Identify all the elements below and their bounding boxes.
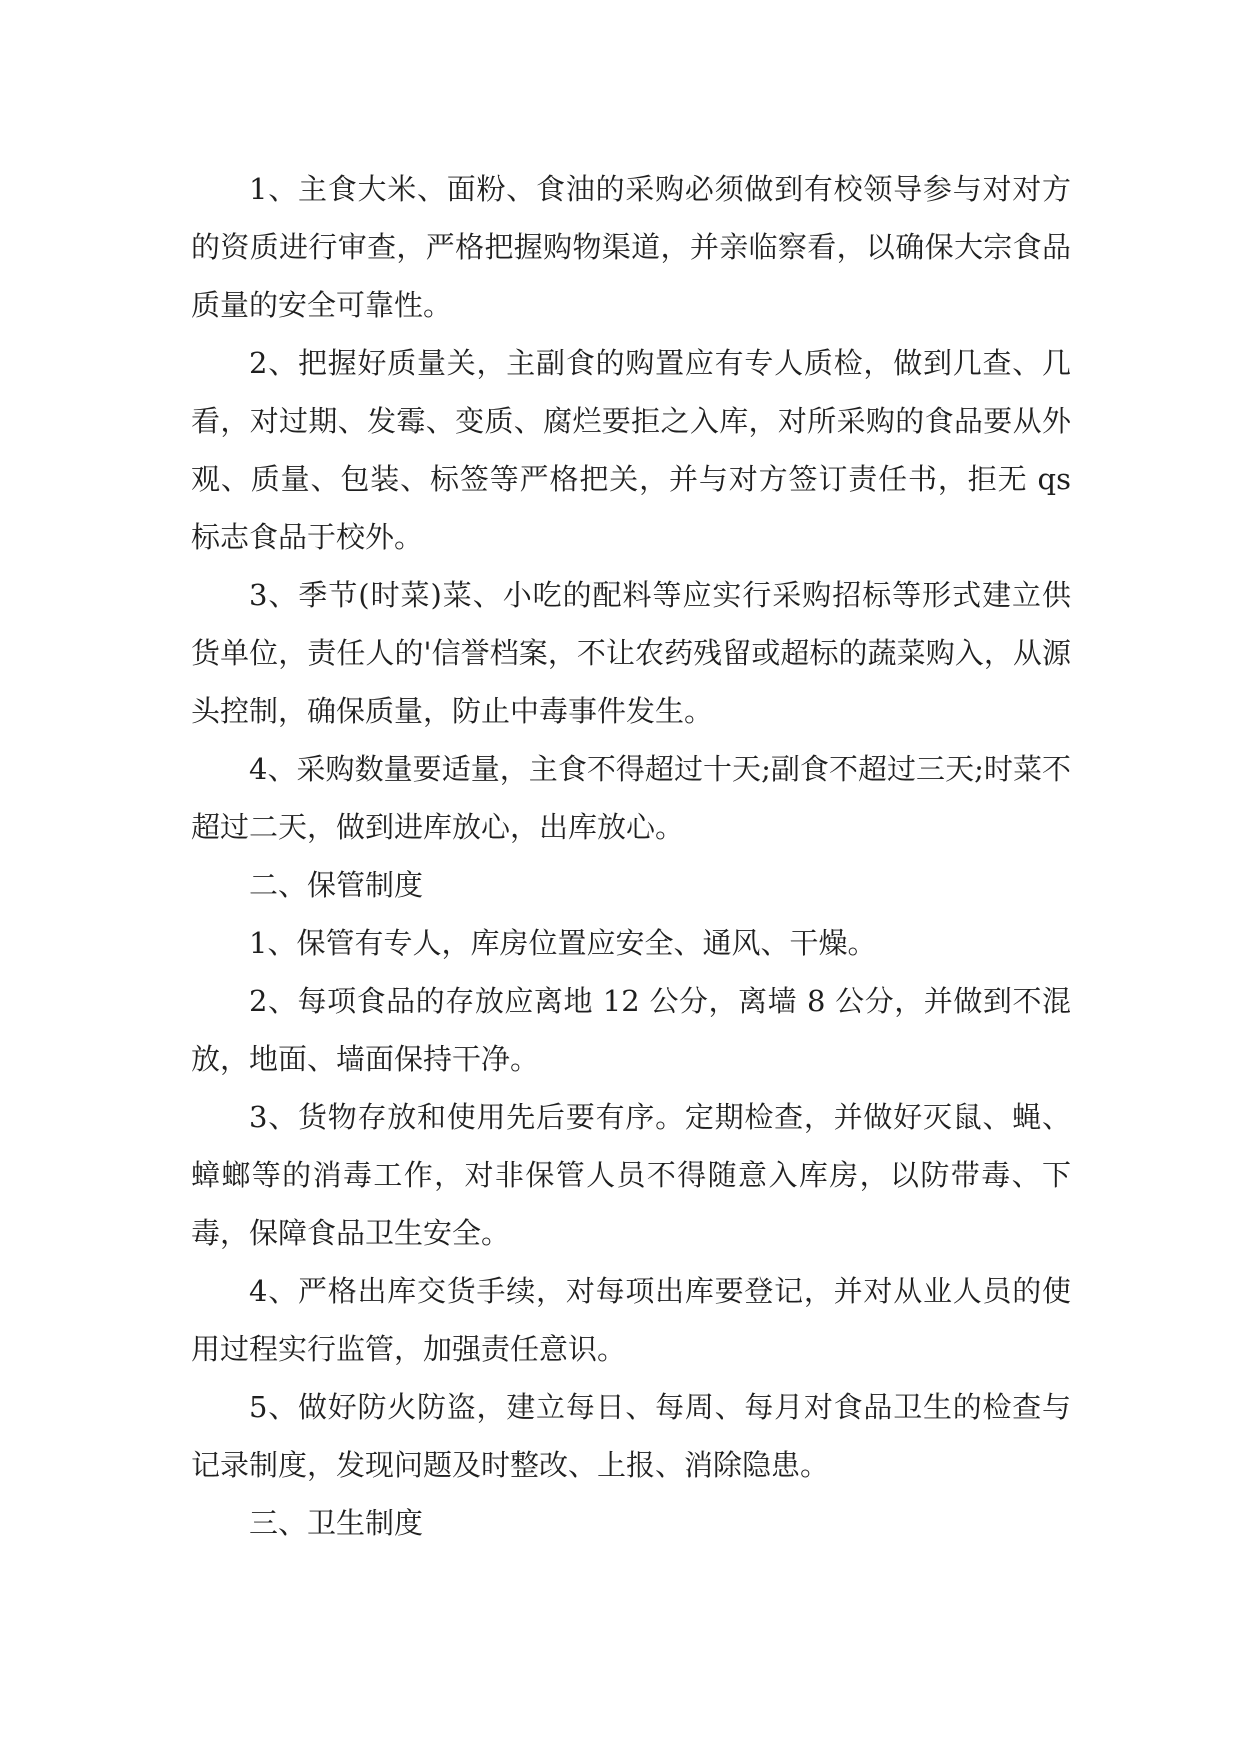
paragraph-purchase-staples: 1、主食大米、面粉、食油的采购必须做到有校领导参与对对方的资质进行审查，严格把握购物渠道，并亲临察看，以确保大宗食品质量的安全可靠性。 <box>191 172 1071 322</box>
paragraph-quality-control: 2、把握好质量关，主副食的购置应有专人质检，做到几查、几看，对过期、发霉、变质、腐烂要拒之入库，对所采购的食品要从外观、质量、包装、标签等严格把关，并与对方签订责任书，拒无 qs 标志食品于校外。 <box>191 346 1071 554</box>
paragraph-storage-order: 3、货物存放和使用先后要有序。定期检查，并做好灭鼠、蝇、蟑螂等的消毒工作，对非保管人员不得随意入库房，以防带毒、下毒，保障食品卫生安全。 <box>191 1100 1071 1250</box>
paragraph-storage-distance: 2、每项食品的存放应离地 12 公分，离墙 8 公分，并做到不混放，地面、墙面保持干净。 <box>191 984 1071 1076</box>
section-heading-storage: 二、保管制度 <box>249 868 424 902</box>
paragraph-outbound-procedure: 4、严格出库交货手续，对每项出库要登记，并对从业人员的使用过程实行监管，加强责任意识。 <box>191 1274 1071 1366</box>
section-heading-hygiene: 三、卫生制度 <box>249 1506 424 1540</box>
document-body <box>191 160 1071 1552</box>
paragraph-purchase-quantity: 4、采购数量要适量，主食不得超过十天;副食不超过三天;时菜不超过二天，做到进库放心，出库放心。 <box>191 752 1071 844</box>
paragraph-storage-staff: 1、保管有专人，库房位置应安全、通风、干燥。 <box>249 926 877 960</box>
paragraph-seasonal-suppliers: 3、季节(时菜)菜、小吃的配料等应实行采购招标等形式建立供货单位，责任人的'信誉档案，不让农药残留或超标的蔬菜购入，从源头控制，确保质量，防止中毒事件发生。 <box>191 578 1071 728</box>
paragraph-fire-theft-prevention: 5、做好防火防盗，建立每日、每周、每月对食品卫生的检查与记录制度，发现问题及时整改、上报、消除隐患。 <box>191 1390 1071 1482</box>
